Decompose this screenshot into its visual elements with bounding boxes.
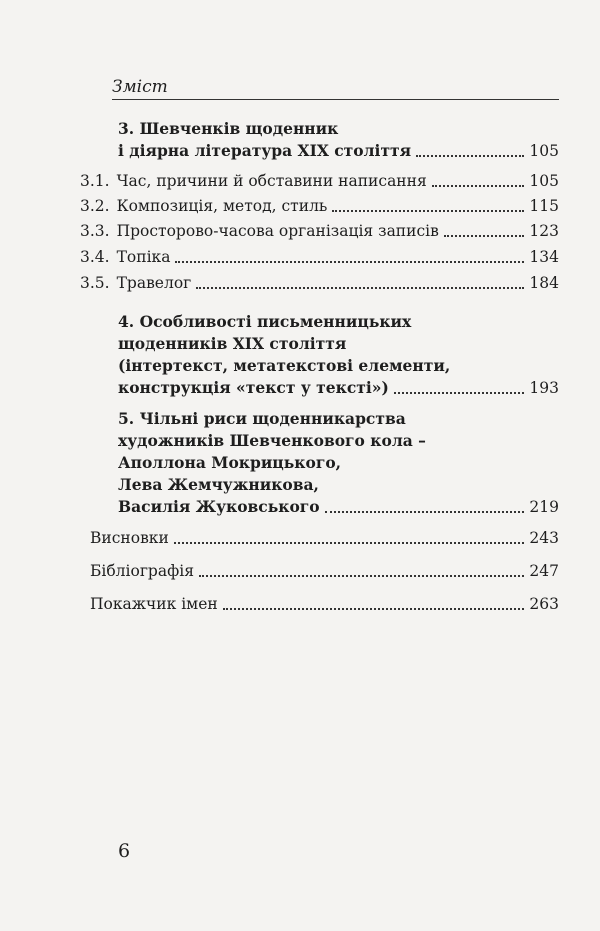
dot-leader: [416, 155, 524, 157]
toc-entry-title: Покажчик імен: [90, 595, 218, 613]
toc-page-number: 123: [529, 222, 559, 240]
toc-page-number: 105: [529, 172, 559, 190]
toc-chapter-3-line-1: 3. Шевченків щоденник: [118, 119, 339, 138]
dot-leader: [174, 542, 525, 544]
toc-page-number: 105: [529, 142, 559, 160]
toc-page-number: 243: [529, 529, 559, 547]
dot-leader: [196, 287, 524, 289]
toc-chapter-5: [118, 408, 559, 518]
toc-section-number: 3.3.: [80, 222, 110, 240]
toc-chapter-4: [118, 311, 559, 399]
toc-chapter-5-line-5: Василія Жуковського: [118, 497, 320, 516]
toc-chapter-4-line-2: щоденників XIX століття: [118, 334, 347, 353]
page-folio: 6: [118, 840, 131, 862]
toc-name-index: [90, 593, 559, 615]
toc-page-number: 263: [529, 595, 559, 613]
toc-chapter-3: [118, 118, 559, 162]
toc-section-title: Час, причини й обставини написання: [116, 172, 427, 190]
dot-leader: [444, 235, 525, 237]
toc-section-title: Топіка: [116, 248, 171, 266]
toc-page-number: 219: [529, 498, 559, 516]
dot-leader: [175, 261, 524, 263]
toc-chapter-5-line-4: Лева Жемчужникова,: [118, 475, 319, 494]
toc-bibliography: [90, 560, 559, 582]
toc-chapter-4-line-3: (інтертекст, метатекстові елементи,: [118, 356, 451, 375]
toc-entry-title: Висновки: [90, 529, 169, 547]
toc-section-3-2: [80, 195, 559, 217]
toc-entry-title: Бібліографія: [90, 562, 194, 580]
toc-section-3-1: [80, 170, 559, 192]
dot-leader: [199, 575, 524, 577]
toc-section-title: Просторово-часова організація записів: [116, 222, 439, 240]
toc-section-3-3: [80, 220, 559, 242]
toc-chapter-4-line-1: 4. Особливості письменницьких: [118, 312, 412, 331]
toc-page-number: 247: [529, 562, 559, 580]
toc-section-number: 3.5.: [80, 274, 110, 292]
toc-section-title: Травелог: [116, 274, 192, 292]
toc-page-number: 193: [529, 379, 559, 397]
toc-section-3-4: [80, 246, 559, 268]
dot-leader: [394, 392, 525, 394]
dot-leader: [432, 185, 525, 187]
toc-section-number: 3.4.: [80, 248, 110, 266]
running-header: Зміст: [112, 76, 559, 100]
toc-page-number: 134: [529, 248, 559, 266]
toc-conclusions: [90, 527, 559, 549]
toc-section-3-5: [80, 272, 559, 294]
toc-chapter-5-line-2: художників Шевченкового кола –: [118, 431, 426, 450]
toc-chapter-5-line-3: Аполлона Мокрицького,: [118, 453, 342, 472]
toc-page-number: 115: [529, 197, 559, 215]
toc-page-number: 184: [529, 274, 559, 292]
toc-chapter-3-line-2: і діярна література XIX століття: [118, 141, 412, 160]
toc-section-title: Композиція, метод, стиль: [116, 197, 328, 215]
toc-section-number: 3.2.: [80, 197, 110, 215]
dot-leader: [332, 210, 524, 212]
toc-section-number: 3.1.: [80, 172, 110, 190]
toc-chapter-4-line-4: конструкція «текст у тексті»): [118, 378, 389, 397]
toc-chapter-5-line-1: 5. Чільні риси щоденникарства: [118, 409, 406, 428]
dot-leader: [223, 608, 525, 610]
dot-leader: [325, 511, 525, 513]
